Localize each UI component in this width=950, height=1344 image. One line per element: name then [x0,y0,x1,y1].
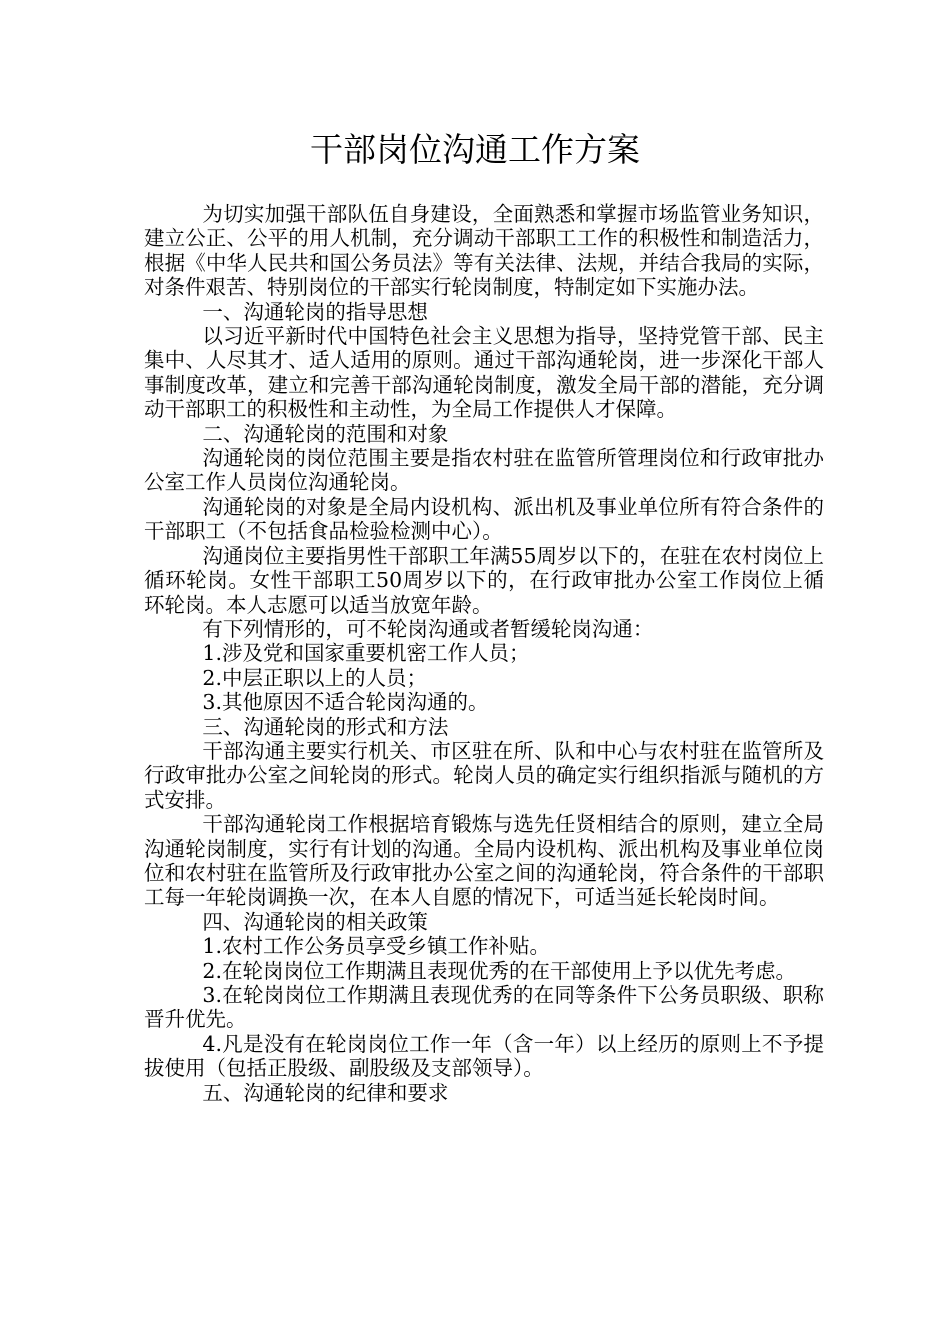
document-body [144,202,824,1105]
section-heading-2: 二、沟通轮岗的范围和对象 [202,421,449,446]
section-heading-5: 五、沟通轮岗的纪律和要求 [202,1080,449,1105]
list-item: 2.中层正职以上的人员； [202,665,427,690]
document-title: 干部岗位沟通工作方案 [310,130,640,169]
paragraph-targets: 沟通轮岗的对象是全局内设机构、派出机及事业单位所有符合条件的干部职工（不包括食品检验检测中心）。 [144,494,824,544]
section-heading-1: 一、沟通轮岗的指导思想 [202,299,428,324]
section-heading-3: 三、沟通轮岗的形式和方法 [202,714,449,739]
paragraph-intro: 为切实加强干部队伍自身建设，全面熟悉和掌握市场监管业务知识，建立公正、公平的用人机制，充分调动干部职工工作的积极性和制造活力，根据《中华人民共和国公务员法》等有关法律、法规，并结合我局的实际，对条件艰苦、特别岗位的干部实行轮岗制度，特制定如下实施办法。 [144,202,824,300]
paragraph-guiding-thought: 以习近平新时代中国特色社会主义思想为指导，坚持党管干部、民主集中、人尽其才、适人适用的原则。通过干部沟通轮岗，进一步深化干部人事制度改革，建立和完善干部沟通轮岗制度，激发全局干部的潜能，充分调动干部职工的积极性和主动性，为全局工作提供人才保障。 [144,324,824,422]
paragraph-age-rules: 沟通岗位主要指男性干部职工年满55周岁以下的，在驻在农村岗位上循环轮岗。女性干部职工50周岁以下的，在行政审批办公室工作岗位上循环轮岗。本人志愿可以适当放宽年龄。 [144,543,824,617]
list-item: 4.凡是没有在轮岗岗位工作一年（含一年）以上经历的原则上不予提拔使用（包括正股级、副股级及支部领导）。 [144,1031,824,1081]
paragraph-scope: 沟通轮岗的岗位范围主要是指农村驻在监管所管理岗位和行政审批办公室工作人员岗位沟通轮岗。 [144,446,824,495]
section-heading-4: 四、沟通轮岗的相关政策 [202,909,428,934]
list-item: 1.涉及党和国家重要机密工作人员； [202,641,530,666]
list-item: 1.农村工作公务员享受乡镇工作补贴。 [202,934,550,959]
paragraph-form: 干部沟通主要实行机关、市区驻在所、队和中心与农村驻在监管所及行政审批办公室之间轮岗的形式。轮岗人员的确定实行组织指派与随机的方式安排。 [144,738,824,812]
list-item: 2.在轮岗岗位工作期满且表现优秀的在干部使用上予以优先考虑。 [202,958,796,983]
list-item: 3.在轮岗岗位工作期满且表现优秀的在同等条件下公务员职级、职称晋升优先。 [144,983,824,1032]
paragraph-method: 干部沟通轮岗工作根据培育锻炼与选先任贤相结合的原则，建立全局沟通轮岗制度，实行有计划的沟通。全局内设机构、派出机构及事业单位岗位和农村驻在监管所及行政审批办公室之间的沟通轮岗，符合条件的干部职工每一年轮岗调换一次，在本人自愿的情况下，可适当延长轮岗时间。 [144,812,824,910]
list-item: 3.其他原因不适合轮岗沟通的。 [202,690,489,715]
paragraph-exemptions: 有下列情形的，可不轮岗沟通或者暂缓轮岗沟通： [202,616,654,641]
